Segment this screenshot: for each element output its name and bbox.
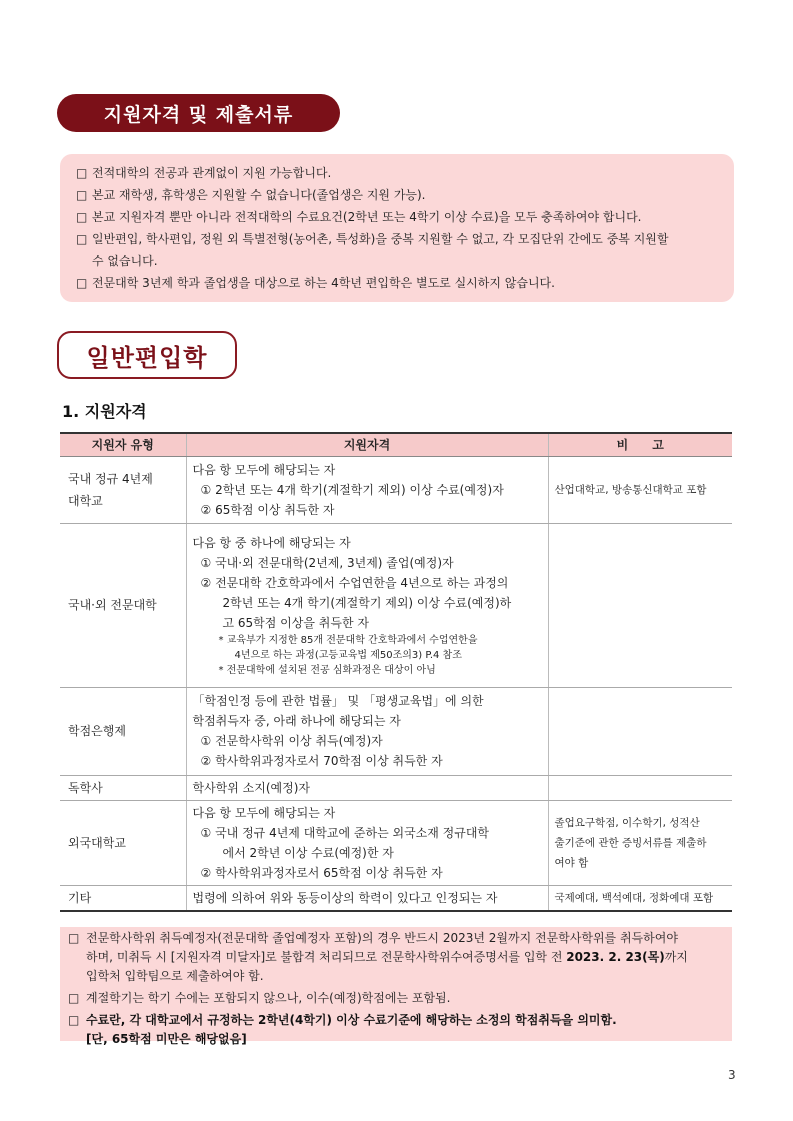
note-text: 계절학기는 학기 수에는 포함되지 않으나, 이수(예정)학점에는 포함됨. [86,991,451,1005]
table-row [60,687,732,775]
notice-text: 전문대학 3년제 학과 졸업생을 대상으로 하는 4학년 편입학은 별도로 실시하지 않습니다. [92,276,555,290]
qual-line: 2학년 또는 4개 학기(계절학기 제외) 이상 수료(예정)하 [222,595,512,610]
qual-line: ① 국내 정규 4년제 대학교에 준하는 외국소재 정규대학 [200,825,490,840]
remarks-cell [548,523,732,687]
section-title-qualifications: 지원자격 및 제출서류 [57,94,340,132]
notice-item [76,272,720,294]
qual-line: 다음 항 모두에 해당되는 자 [192,462,336,477]
section-title-general-transfer: 일반편입학 [57,331,237,379]
footnote-line: 4년으로 하는 과정(고등교육법 제50조의3) P.4 참조 [234,649,462,661]
qual-line: 다음 항 모두에 해당되는 자 [192,805,336,820]
table-row [60,775,732,800]
applicant-type: 외국대학교 [60,800,186,885]
applicant-type [60,456,186,523]
qual-line: 다음 항 중 하나에 해당되는 자 [192,535,351,550]
qualification-cell [186,775,548,800]
remarks-cell [548,775,732,800]
checkbox-icon: □ [76,276,88,290]
checkbox-icon: □ [76,166,88,180]
notice-text: 본교 재학생, 휴학생은 지원할 수 없습니다(졸업생은 지원 가능). [92,188,426,202]
remark-line: 출기준에 관한 증빙서류를 제출하 [554,836,707,849]
table-row [60,523,732,687]
applicant-type: 기타 [60,885,186,911]
qualification-cell [186,523,548,687]
notice-text-continuation: 수 없습니다. [92,254,158,268]
notice-box [60,154,734,302]
type-text: 국내 정규 4년제 [68,471,153,486]
qualification-cell [186,456,548,523]
qual-line: 학사학위 소지(예정)자 [192,780,311,795]
note-text: [단, 65학점 미만은 해당없음] [86,1032,247,1046]
qualification-cell [186,687,548,775]
checkbox-icon: □ [68,931,80,945]
qual-line: ② 65학점 이상 취득한 자 [200,502,335,517]
qualification-cell [186,800,548,885]
applicant-type: 학점은행제 [60,687,186,775]
qual-line: 학점취득자 중, 아래 하나에 해당되는 자 [192,714,401,728]
header-applicant-type: 지원자 유형 [60,433,186,456]
remarks-cell [548,800,732,885]
header-qualification: 지원자격 [186,433,548,456]
checkbox-icon: □ [68,1013,80,1027]
qualification-table [60,432,732,912]
note-item [68,1011,724,1049]
note-text: 입학처 입학팀으로 제출하여야 함. [86,969,264,983]
remarks-cell [548,687,732,775]
remarks-cell: 산업대학교, 방송통신대학교 포함 [548,456,732,523]
table-row [60,800,732,885]
notice-text: 본교 지원자격 뿐만 아니라 전적대학의 수료요건(2학년 또는 4학기 이상 수료)을 모두 충족하여야 합니다. [92,210,642,224]
note-item [68,989,724,1008]
qual-line: 법령에 의하여 위와 동등이상의 학력이 있다고 인정되는 자 [192,890,498,905]
remark-line: 여야 함 [554,856,589,869]
checkbox-icon: □ [76,232,88,246]
checkbox-icon: □ [68,991,80,1005]
sub-heading: 1. 지원자격 [62,402,147,421]
notice-item [76,206,720,228]
note-text: 전문학사학위 취득예정자(전문대학 졸업예정자 포함)의 경우 반드시 2023년 2월까지 전문학사학위를 취득하여야 [86,931,678,945]
qual-line: ① 전문학사학위 이상 취득(예정)자 [200,734,383,748]
qual-line: ② 학사학위과정자로서 65학점 이상 취득한 자 [200,865,443,880]
applicant-type: 독학사 [60,775,186,800]
header-remarks: 비 고 [548,433,732,456]
note-text: 하며, 미취득 시 [지원자격 미달자]로 불합격 처리되므로 전문학사학위수여증명서를 입학 전 2023. 2. 23(목)까지 [86,950,688,964]
qual-line: 고 65학점 이상을 취득한 자 [222,615,369,630]
table-row [60,456,732,523]
footnote-line: * 교육부가 지정한 85개 전문대학 간호학과에서 수업연한을 [218,634,478,646]
note-item [68,929,724,986]
notice-text: 전적대학의 전공과 관계없이 지원 가능합니다. [92,166,332,180]
notice-text: 일반편입, 학사편입, 정원 외 특별전형(농어촌, 특성화)을 중복 지원할 수 없고, 각 모집단위 간에도 중복 지원할 [92,232,669,246]
type-text: 대학교 [68,493,103,508]
table-row [60,885,732,911]
table-header-row [60,433,732,456]
qual-line: ① 국내·외 전문대학(2년제, 3년제) 졸업(예정)자 [200,555,454,570]
deadline-date: 2023. 2. 23(목) [566,950,665,964]
checkbox-icon: □ [76,188,88,202]
checkbox-icon: □ [76,210,88,224]
applicant-type: 국내·외 전문대학 [60,523,186,687]
notice-item [76,184,720,206]
qual-line: ① 2학년 또는 4개 학기(계절학기 제외) 이상 수료(예정)자 [200,482,504,497]
qual-line: ② 전문대학 간호학과에서 수업연한을 4년으로 하는 과정의 [200,575,509,590]
note-text: 수료란, 각 대학교에서 규정하는 2학년(4학기) 이상 수료기준에 해당하는 소정의 학점취득을 의미함. [86,1013,617,1027]
page-number: 3 [728,1068,736,1082]
qual-line: 「학점인정 등에 관한 법률」 및 「평생교육법」에 의한 [192,694,484,708]
remark-line: 졸업요구학점, 이수학기, 성적산 [554,816,700,829]
notice-item [76,162,720,184]
qual-line: ② 학사학위과정자로서 70학점 이상 취득한 자 [200,754,443,768]
qualification-cell [186,885,548,911]
footnote-line: * 전문대학에 설치된 전공 심화과정은 대상이 아님 [218,664,436,676]
remarks-cell: 국제예대, 백석예대, 정화예대 포함 [548,885,732,911]
notice-item [76,228,720,250]
qual-line: 에서 2학년 이상 수료(예정)한 자 [222,845,394,860]
bottom-notes [60,927,732,1046]
